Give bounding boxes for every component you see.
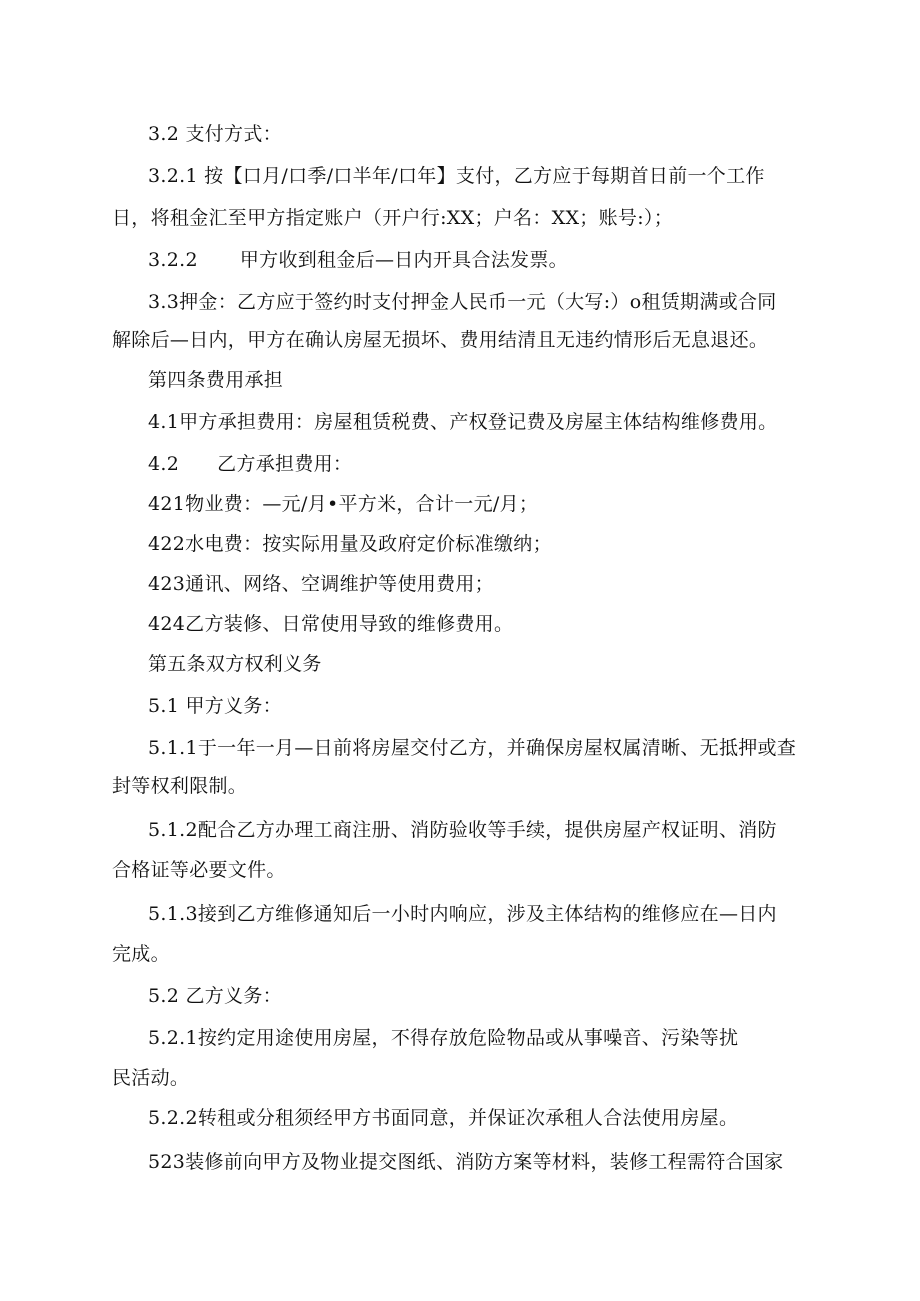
clause-4-2-number: 4.2: [148, 453, 180, 475]
section-3-2-heading: 3.2 支付方式：: [148, 123, 282, 145]
clause-4-2-text: 乙方承担费用：: [217, 453, 353, 475]
clause-4-2-line: [148, 452, 352, 476]
clause-4-2-2-line: 422水电费：按实际用量及政府定价标准缴纳；: [148, 533, 552, 555]
section-5-2-heading: 5.2 乙方义务：: [148, 985, 282, 1007]
article-5-heading: 第五条双方权利义务: [148, 653, 322, 675]
clause-4-2-4-line: 424乙方装修、日常使用导致的维修费用。: [148, 613, 514, 635]
clause-5-1-1-line-1: 5.1.1于一年一月—日前将房屋交付乙方，并确保房屋权属清晰、无抵押或查: [148, 737, 797, 759]
clause-3-2-1-line-2: 日，将租金汇至甲方指定账户（开户行:XX；户名：XX；账号:）；: [112, 207, 674, 229]
clause-4-2-3-line: 423通讯、网络、空调维护等使用费用；: [148, 573, 494, 595]
clause-3-3-line-2: 解除后—日内，甲方在确认房屋无损坏、费用结清且无违约情形后无息退还。: [112, 329, 769, 351]
clause-5-1-2-line-1: 5.1.2配合乙方办理工商注册、消防验收等手续，提供房屋产权证明、消防: [148, 819, 777, 841]
clause-5-1-3-line-1: 5.1.3接到乙方维修通知后一小时内响应，涉及主体结构的维修应在—日内: [148, 903, 777, 925]
clause-5-1-3-line-2: 完成。: [112, 943, 170, 965]
article-4-heading: 第四条费用承担: [148, 369, 284, 391]
clause-3-2-2-number: 3.2.2: [148, 249, 198, 271]
clause-5-2-3-line-1: 523装修前向甲方及物业提交图纸、消防方案等材料，装修工程需符合国家: [148, 1151, 784, 1173]
clause-3-2-2-line: [148, 248, 568, 272]
clause-5-2-1-line-1: 5.2.1按约定用途使用房屋，不得存放危险物品或从事噪音、污染等扰: [148, 1027, 739, 1049]
clause-5-1-1-line-2: 封等权利限制。: [112, 775, 248, 797]
section-5-1-heading: 5.1 甲方义务：: [148, 695, 282, 717]
clause-3-2-2-text: 甲方收到租金后—日内开具合法发票。: [239, 249, 568, 271]
clause-5-2-2-line: 5.2.2转租或分租须经甲方书面同意，并保证次承租人合法使用房屋。: [148, 1107, 739, 1129]
clause-3-3-line-1: 3.3押金：乙方应于签约时支付押金人民币一元（大写:）o租赁期满或合同: [148, 291, 777, 313]
clause-4-2-1-line: 421物业费：—元/月•平方米，合计一元/月；: [148, 493, 539, 515]
clause-5-1-2-line-2: 合格证等必要文件。: [112, 859, 286, 881]
clause-4-1-line: 4.1甲方承担费用：房屋租赁税费、产权登记费及房屋主体结构维修费用。: [148, 411, 778, 433]
clause-3-2-1-line-1: 3.2.1 按【口月/口季/口半年/口年】支付，乙方应于每期首日前一个工作: [148, 165, 765, 187]
clause-5-2-1-line-2: 民活动。: [112, 1067, 190, 1089]
